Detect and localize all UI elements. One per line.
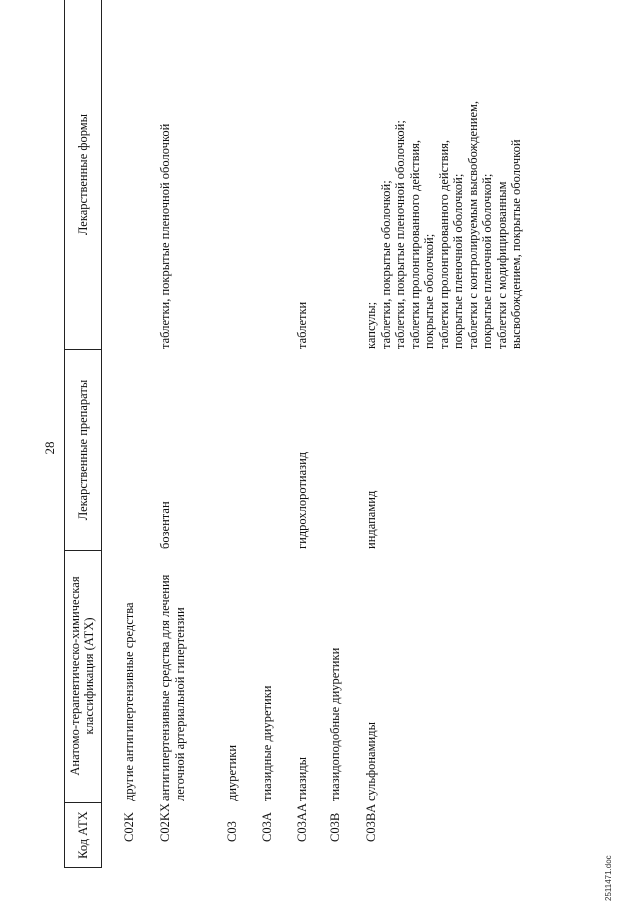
row-c03b-classification: тиазидоподобные диуретики bbox=[328, 647, 342, 801]
form-line: таблетки пролонгированного действия, bbox=[407, 139, 422, 349]
row-c03-classification: диуретики bbox=[225, 744, 239, 801]
form-line: покрытые пленочной оболочкой; bbox=[480, 173, 494, 349]
form-line: покрытые оболочкой; bbox=[422, 233, 436, 349]
header-drugs: Лекарственные препараты bbox=[76, 379, 90, 521]
row-c03ba-forms bbox=[364, 0, 524, 349]
row-c02kx-drug: бозентан bbox=[158, 501, 172, 549]
column-divider-1 bbox=[64, 867, 101, 868]
document-id: 2511471.doc bbox=[604, 855, 613, 901]
form-line: таблетки с контролируемым высвобождением, bbox=[465, 100, 480, 349]
form-line: капсулы; bbox=[364, 301, 378, 349]
row-c03-code: C03 bbox=[225, 821, 239, 842]
row-c03aa-forms: таблетки bbox=[295, 301, 309, 349]
form-line: таблетки с модифицированным bbox=[494, 181, 509, 349]
row-c03aa-code: C03AA bbox=[295, 803, 309, 842]
header-bottom-border bbox=[101, 0, 102, 868]
row-c02kx-classification: антигипертензивные средства для лечения легочной артериальной гипертензии bbox=[158, 574, 187, 801]
page-number: 28 bbox=[42, 441, 57, 455]
column-divider-4 bbox=[64, 349, 101, 350]
row-c03ba-drug: индапамид bbox=[364, 490, 378, 549]
row-c02kx-forms: таблетки, покрытые пленочной оболочкой bbox=[158, 123, 172, 349]
table-top-border bbox=[64, 0, 65, 868]
header-atc-code: Код АТХ bbox=[76, 811, 90, 859]
form-line: покрытые пленочной оболочкой; bbox=[451, 173, 465, 349]
row-c02kx-code: C02KX bbox=[158, 803, 172, 842]
row-c03aa-classification: тиазиды bbox=[295, 756, 309, 801]
row-c03a-code: C03A bbox=[260, 812, 274, 842]
form-line: таблетки, покрытые оболочкой; bbox=[378, 180, 393, 349]
header-forms: Лекарственные формы bbox=[76, 113, 90, 236]
row-c02k-code: C02K bbox=[122, 812, 136, 842]
header-atc-classification: Анатомо-терапевтическо-химическая классификация (АТХ) bbox=[68, 576, 96, 776]
row-c03aa-drug: гидрохлоротиазид bbox=[295, 451, 309, 549]
row-c03ba-classification: сульфонамиды bbox=[364, 722, 378, 801]
row-c03a-classification: тиазидные диуретики bbox=[260, 685, 274, 801]
form-line: таблетки, покрытые пленочной оболочкой; bbox=[393, 120, 407, 349]
form-line: таблетки пролонгированного действия, bbox=[436, 139, 451, 349]
form-line: высвобождением, покрытые оболочкой bbox=[509, 139, 523, 349]
row-c02k-classification: другие антигипертензивные средства bbox=[122, 602, 136, 801]
row-c03b-code: C03B bbox=[328, 812, 342, 842]
row-c03ba-code: C03BA bbox=[364, 803, 378, 842]
